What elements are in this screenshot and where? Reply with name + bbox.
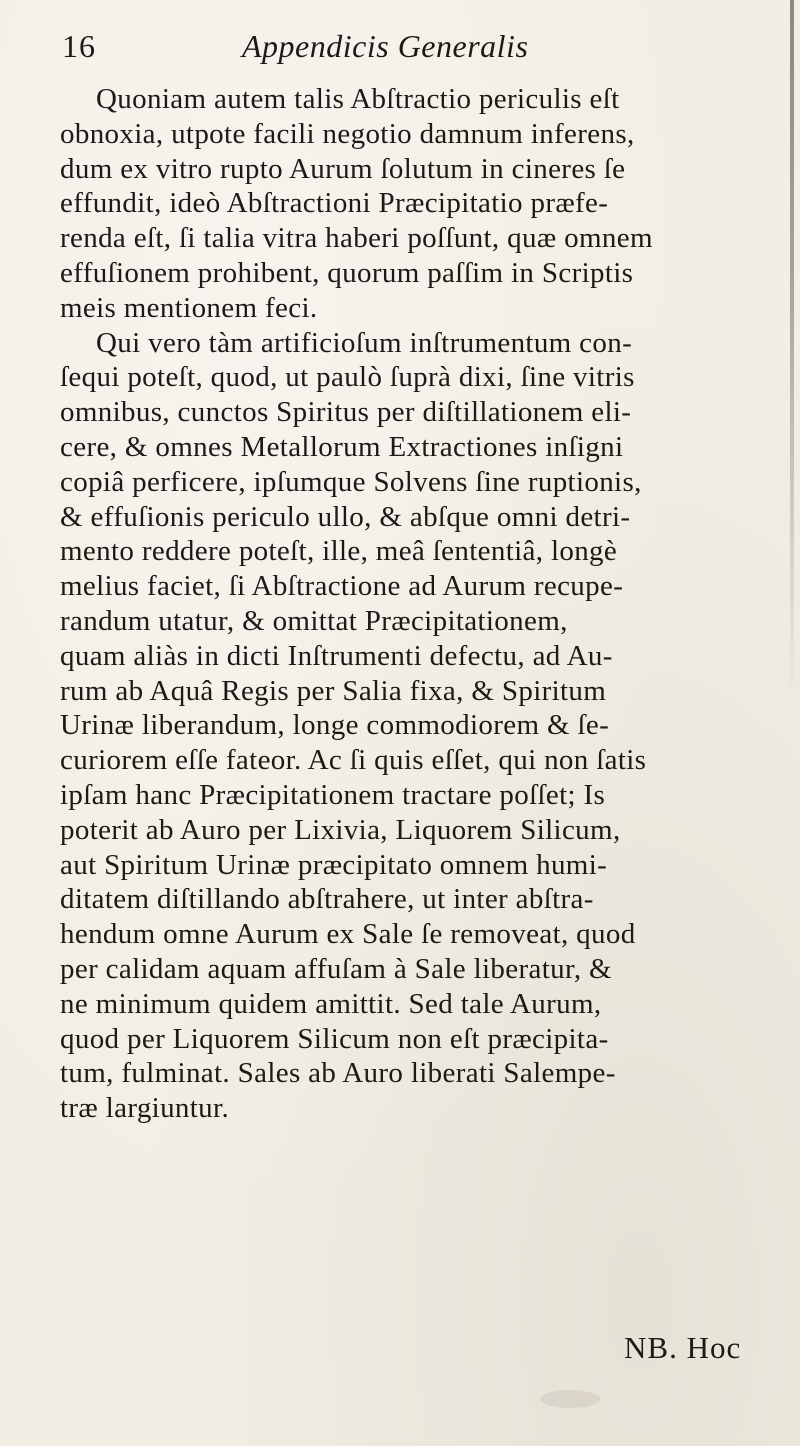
page-edge-shadow [790,0,794,700]
catchword: NB. Hoc [624,1330,742,1365]
text-line: randum utatur, & omittat Præcipitationem, [60,604,568,637]
text-line: per calidam aquam affuſam à Sale liberatur, & [60,952,612,985]
text-line: ſequi poteſt, quod, ut paulò ſuprà dixi, ſine vitris [60,361,635,394]
text-line: meis mentionem feci. [60,291,318,324]
text-line: quam aliàs in dicti Inſtrumenti defectu, ad Au- [60,639,613,672]
text-line: copiâ perficere, ipſumque Solvens ſine ruptionis, [60,465,642,498]
text-line: Qui vero tàm artificioſum inſtrumentum con- [96,326,633,359]
text-line: Urinæ liberandum, longe commodiorem & ſe- [60,709,610,742]
text-line: Quoniam autem talis Abſtractio periculis eſt [96,83,620,115]
text-line: rum ab Aquâ Regis per Salia fixa, & Spiritum [60,674,607,707]
text-line: curiorem eſſe fateor. Ac ſi quis eſſet, qui non ſatis [60,744,647,777]
text-line: poterit ab Auro per Lixivia, Liquorem Silicum, [60,813,621,846]
running-title: Appendicis Generalis [242,28,529,64]
text-line: cere, & omnes Metallorum Extractiones inſigni [60,430,624,463]
text-line: & effuſionis periculo ullo, & abſque omni detri- [60,500,631,533]
text-line: ne minimum quidem amittit. Sed tale Aurum, [60,987,602,1020]
text-line: omnibus, cunctos Spiritus per diſtillationem eli- [60,396,632,429]
text-line: quod per Liquorem Silicum non eſt præcipita- [60,1022,609,1055]
text-line: effundit, ideò Abſtractioni Præcipitatio præfe- [60,187,609,220]
text-line: melius faciet, ſi Abſtractione ad Aurum recupe- [60,570,624,603]
text-line: ipſam hanc Præcipitationem tractare poſſet; Is [60,778,606,811]
text-line: træ largiuntur. [60,1092,230,1125]
text-line: aut Spiritum Urinæ præcipitato omnem humi- [60,848,608,881]
text-line: dum ex vitro rupto Aurum ſolutum in cineres ſe [60,152,626,185]
text-line: obnoxia, utpote facili negotio damnum inferens, [60,117,635,150]
text-line: tum, fulminat. Sales ab Auro liberati Salempe- [60,1057,616,1090]
text-line: effuſionem prohibent, quorum paſſim in Scriptis [60,256,634,289]
page-number: 16 [62,28,96,64]
body-text [60,82,788,1126]
text-line: renda eſt, ſi talia vitra haberi poſſunt, quæ omnem [60,222,653,255]
text-line: mento reddere poteſt, ille, meâ ſententiâ, longè [60,535,618,568]
paper-stain [540,1390,600,1408]
page-header [62,28,760,68]
text-line: ditatem diſtillando abſtrahere, ut inter abſtra- [60,883,594,916]
text-line: hendum omne Aurum ex Sale ſe removeat, quod [60,918,636,951]
